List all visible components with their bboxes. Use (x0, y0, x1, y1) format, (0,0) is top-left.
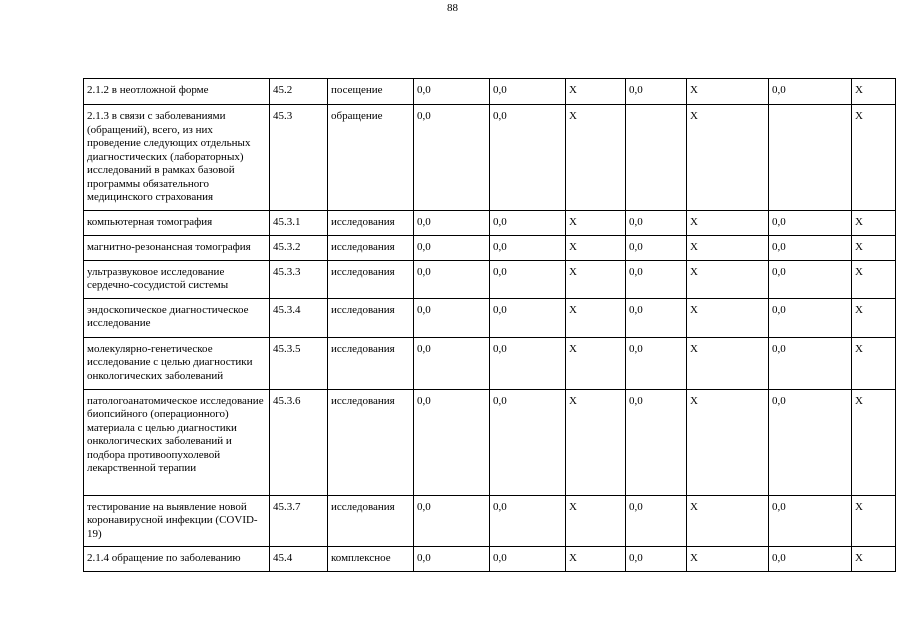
value-cell-4: 0,0 (626, 210, 687, 235)
value-cell-1: 0,0 (414, 210, 490, 235)
table-row (84, 298, 896, 337)
value-cell-4: 0,0 (626, 389, 687, 495)
value-cell-5: X (687, 547, 769, 572)
page-number: 88 (447, 2, 458, 14)
value-cell-5: X (687, 495, 769, 547)
value-cell-3: X (566, 235, 626, 260)
value-cell-6: 0,0 (769, 389, 852, 495)
value-cell-7: X (852, 210, 896, 235)
code-cell: 45.4 (270, 547, 328, 572)
value-cell-6: 0,0 (769, 210, 852, 235)
value-cell-2: 0,0 (490, 260, 566, 298)
value-cell-2: 0,0 (490, 298, 566, 337)
value-cell-4: 0,0 (626, 235, 687, 260)
value-cell-7: X (852, 337, 896, 389)
unit-cell: исследования (328, 210, 414, 235)
value-cell-2: 0,0 (490, 210, 566, 235)
value-cell-1: 0,0 (414, 298, 490, 337)
value-cell-6: 0,0 (769, 298, 852, 337)
value-cell-6: 0,0 (769, 79, 852, 105)
value-cell-3: X (566, 298, 626, 337)
value-cell-1: 0,0 (414, 105, 490, 211)
name-cell: молекулярно-генетическое исследование с целью диагностики онкологических заболеваний (84, 337, 270, 389)
unit-cell: исследования (328, 389, 414, 495)
code-cell: 45.3.5 (270, 337, 328, 389)
name-cell: 2.1.4 обращение по заболеванию (84, 547, 270, 572)
data-table (83, 78, 896, 572)
code-cell: 45.3.2 (270, 235, 328, 260)
value-cell-2: 0,0 (490, 547, 566, 572)
value-cell-5: X (687, 389, 769, 495)
unit-cell: исследования (328, 260, 414, 298)
unit-cell: исследования (328, 337, 414, 389)
value-cell-6 (769, 105, 852, 211)
value-cell-7: X (852, 298, 896, 337)
value-cell-4: 0,0 (626, 260, 687, 298)
name-cell: патологоанатомическое исследование биопсийного (операционного) материала с целью диагностики онкологических заболеваний и подбора противоопухолевой лекарственной терапии (84, 389, 270, 495)
value-cell-2: 0,0 (490, 389, 566, 495)
value-cell-5: X (687, 337, 769, 389)
table-row (84, 260, 896, 298)
value-cell-3: X (566, 389, 626, 495)
value-cell-3: X (566, 105, 626, 211)
code-cell: 45.3.4 (270, 298, 328, 337)
table-row (84, 495, 896, 547)
name-cell: магнитно-резонансная томография (84, 235, 270, 260)
value-cell-1: 0,0 (414, 337, 490, 389)
value-cell-5: X (687, 235, 769, 260)
value-cell-3: X (566, 210, 626, 235)
value-cell-1: 0,0 (414, 260, 490, 298)
table-row (84, 105, 896, 211)
value-cell-2: 0,0 (490, 337, 566, 389)
value-cell-6: 0,0 (769, 547, 852, 572)
value-cell-7: X (852, 547, 896, 572)
table-row (84, 235, 896, 260)
value-cell-7: X (852, 495, 896, 547)
value-cell-3: X (566, 547, 626, 572)
value-cell-2: 0,0 (490, 235, 566, 260)
value-cell-7: X (852, 79, 896, 105)
value-cell-7: X (852, 260, 896, 298)
table-row (84, 389, 896, 495)
value-cell-4: 0,0 (626, 298, 687, 337)
code-cell: 45.3.3 (270, 260, 328, 298)
value-cell-4: 0,0 (626, 547, 687, 572)
value-cell-4 (626, 105, 687, 211)
unit-cell: исследования (328, 298, 414, 337)
table-row (84, 337, 896, 389)
table-row (84, 79, 896, 105)
value-cell-7: X (852, 235, 896, 260)
value-cell-1: 0,0 (414, 389, 490, 495)
unit-cell: комплексное (328, 547, 414, 572)
name-cell: тестирование на выявление новой коронавирусной инфекции (COVID-19) (84, 495, 270, 547)
value-cell-4: 0,0 (626, 495, 687, 547)
code-cell: 45.3 (270, 105, 328, 211)
value-cell-1: 0,0 (414, 235, 490, 260)
name-cell: ультразвуковое исследование сердечно-сосудистой системы (84, 260, 270, 298)
unit-cell: исследования (328, 235, 414, 260)
table-row (84, 210, 896, 235)
value-cell-5: X (687, 79, 769, 105)
unit-cell: исследования (328, 495, 414, 547)
value-cell-2: 0,0 (490, 105, 566, 211)
value-cell-5: X (687, 298, 769, 337)
value-cell-3: X (566, 495, 626, 547)
value-cell-5: X (687, 105, 769, 211)
code-cell: 45.3.6 (270, 389, 328, 495)
name-cell: 2.1.3 в связи с заболеваниями (обращений), всего, из них проведение следующих отдельных диагностических (лабораторных) исследований в рамках базовой программы обязательного медицинского страхования (84, 105, 270, 211)
value-cell-7: X (852, 105, 896, 211)
name-cell: 2.1.2 в неотложной форме (84, 79, 270, 105)
value-cell-5: X (687, 260, 769, 298)
code-cell: 45.3.1 (270, 210, 328, 235)
value-cell-6: 0,0 (769, 235, 852, 260)
value-cell-4: 0,0 (626, 79, 687, 105)
value-cell-2: 0,0 (490, 495, 566, 547)
value-cell-5: X (687, 210, 769, 235)
value-cell-6: 0,0 (769, 495, 852, 547)
value-cell-1: 0,0 (414, 547, 490, 572)
table-row (84, 547, 896, 572)
value-cell-3: X (566, 337, 626, 389)
value-cell-3: X (566, 260, 626, 298)
value-cell-1: 0,0 (414, 79, 490, 105)
unit-cell: посещение (328, 79, 414, 105)
value-cell-4: 0,0 (626, 337, 687, 389)
code-cell: 45.2 (270, 79, 328, 105)
value-cell-2: 0,0 (490, 79, 566, 105)
value-cell-6: 0,0 (769, 260, 852, 298)
value-cell-3: X (566, 79, 626, 105)
code-cell: 45.3.7 (270, 495, 328, 547)
name-cell: компьютерная томография (84, 210, 270, 235)
value-cell-6: 0,0 (769, 337, 852, 389)
value-cell-7: X (852, 389, 896, 495)
value-cell-1: 0,0 (414, 495, 490, 547)
name-cell: эндоскопическое диагностическое исследование (84, 298, 270, 337)
unit-cell: обращение (328, 105, 414, 211)
